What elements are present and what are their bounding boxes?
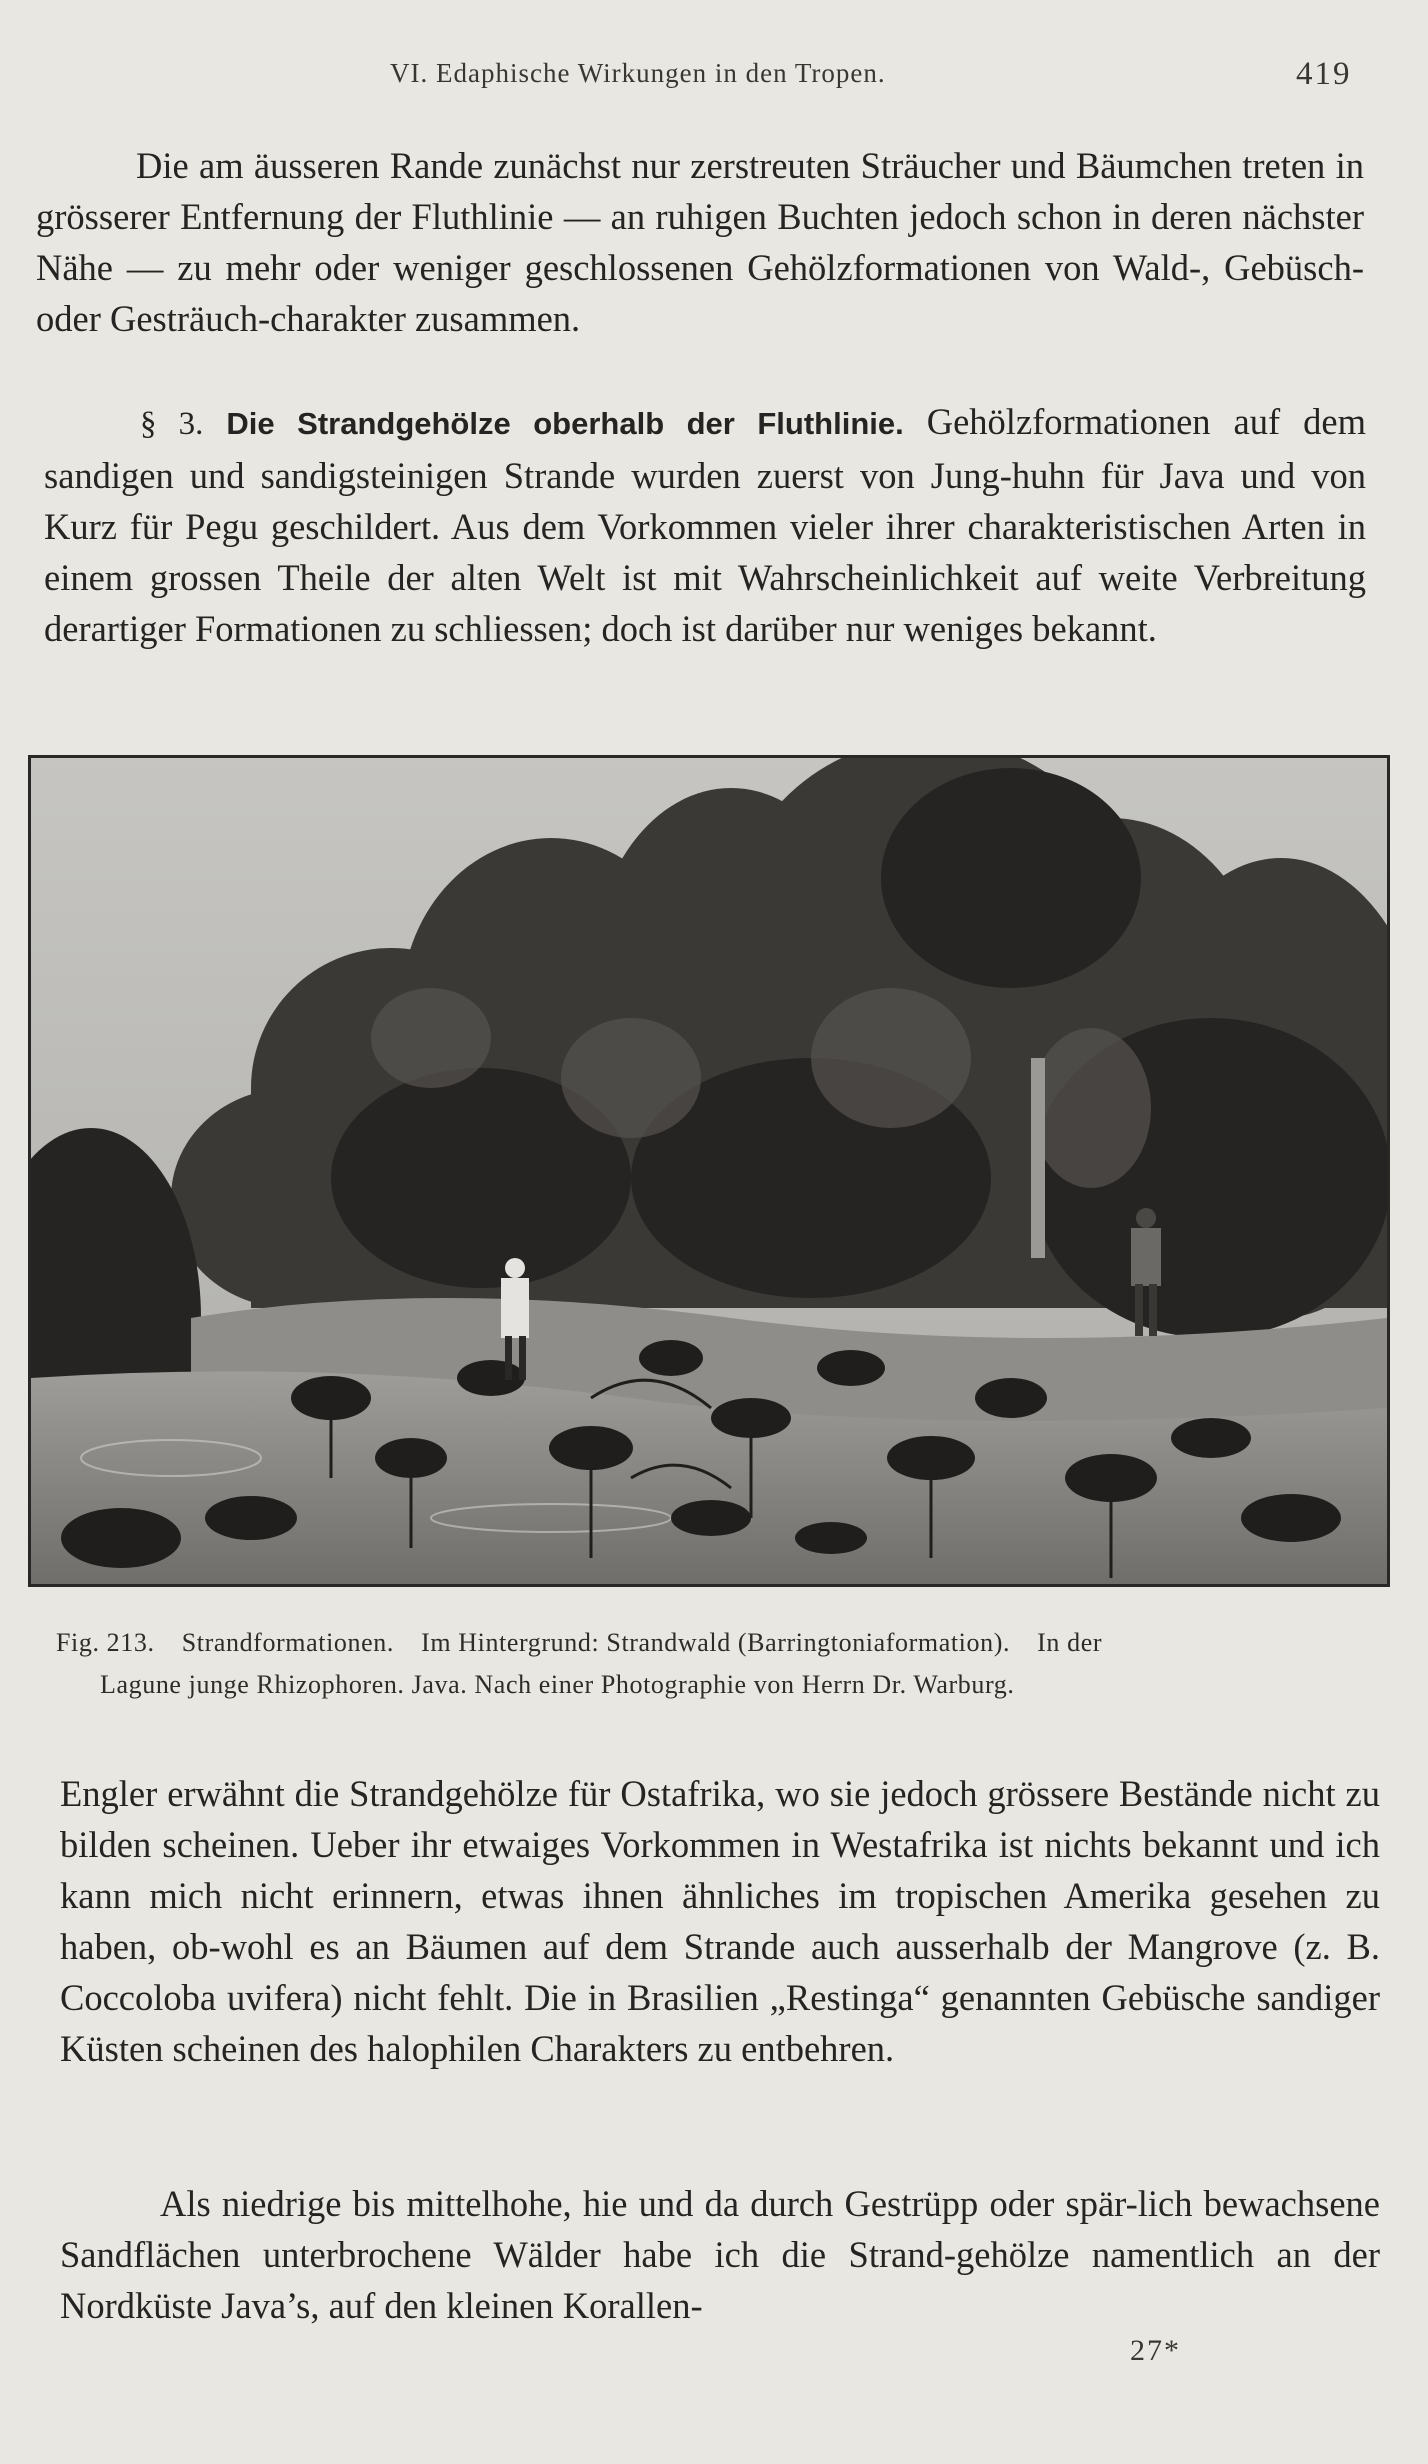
running-header: VI. Edaphische Wirkungen in den Tropen.: [390, 58, 886, 88]
figure-caption-line-2: Lagune junge Rhizophoren. Java. Nach einer Photographie von Herrn Dr. Warburg.: [100, 1670, 1015, 1699]
figure-photograph: [28, 755, 1390, 1587]
signature-mark: 27*: [1130, 2334, 1181, 2367]
paragraph-3: Engler erwähnt die Strandgehölze für Ostafrika, wo sie jedoch grössere Bestände nicht zu bilden scheinen. Ueber ihr etwaiges Vorkommen in Westafrika ist nichts bekannt und ich kann mich nicht erinnern, etwas ihnen ähnliches im tropischen Amerika gesehen zu haben, ob-wohl es an Bäumen auf dem Strande auch ausserhalb der Mangrove (z. B. Coccoloba uvifera) nicht fehlt. Die in Brasilien „Restinga“ genannten Gebüsche sandiger Küsten scheinen des halophilen Charakters zu entbehren.: [60, 1773, 1380, 2069]
figure-label: Fig. 213.: [56, 1628, 155, 1657]
figure-title: Strandformationen.: [181, 1628, 394, 1657]
figure-text-b: In der: [1037, 1628, 1103, 1657]
section-mark: § 3.: [140, 406, 204, 442]
section-heading: Die Strandgehölze oberhalb der Fluthlinie.: [226, 406, 904, 441]
section-body: Gehölzformationen auf dem sandigen und sandigsteinigen Strande wurden zuerst von Jung-huhn für Java und von Kurz für Pegu geschildert. Aus dem Vorkommen vieler ihrer charakteristischen Arten in einem grossen Theile der alten Welt ist mit Wahrscheinlichkeit auf weite Verbreitung derartiger Formationen zu schliessen; doch ist darüber nur weniges bekannt.: [44, 401, 1367, 649]
paragraph-1: Die am äusseren Rande zunächst nur zerstreuten Sträucher und Bäumchen treten in grösserer Entfernung der Fluthlinie — an ruhigen Buchten jedoch schon in deren nächster Nähe — zu mehr oder weniger geschlossenen Gehölzformationen von Wald-, Gebüsch- oder Gesträuch-charakter zusammen.: [36, 145, 1364, 339]
mangrove-photo-illustration: [31, 758, 1387, 1584]
figure-text-a: Im Hintergrund: Strandwald (Barringtoniaformation).: [421, 1628, 1011, 1657]
paragraph-4: Als niedrige bis mittelhohe, hie und da durch Gestrüpp oder spär-lich bewachsene Sandflächen unterbrochene Wälder habe ich die Strand-gehölze namentlich an der Nordküste Java’s, auf den kleinen Korallen-: [60, 2183, 1380, 2326]
paragraph-2: [44, 396, 1366, 654]
figure-caption: [56, 1622, 1376, 1706]
page-number: 419: [1296, 56, 1352, 92]
